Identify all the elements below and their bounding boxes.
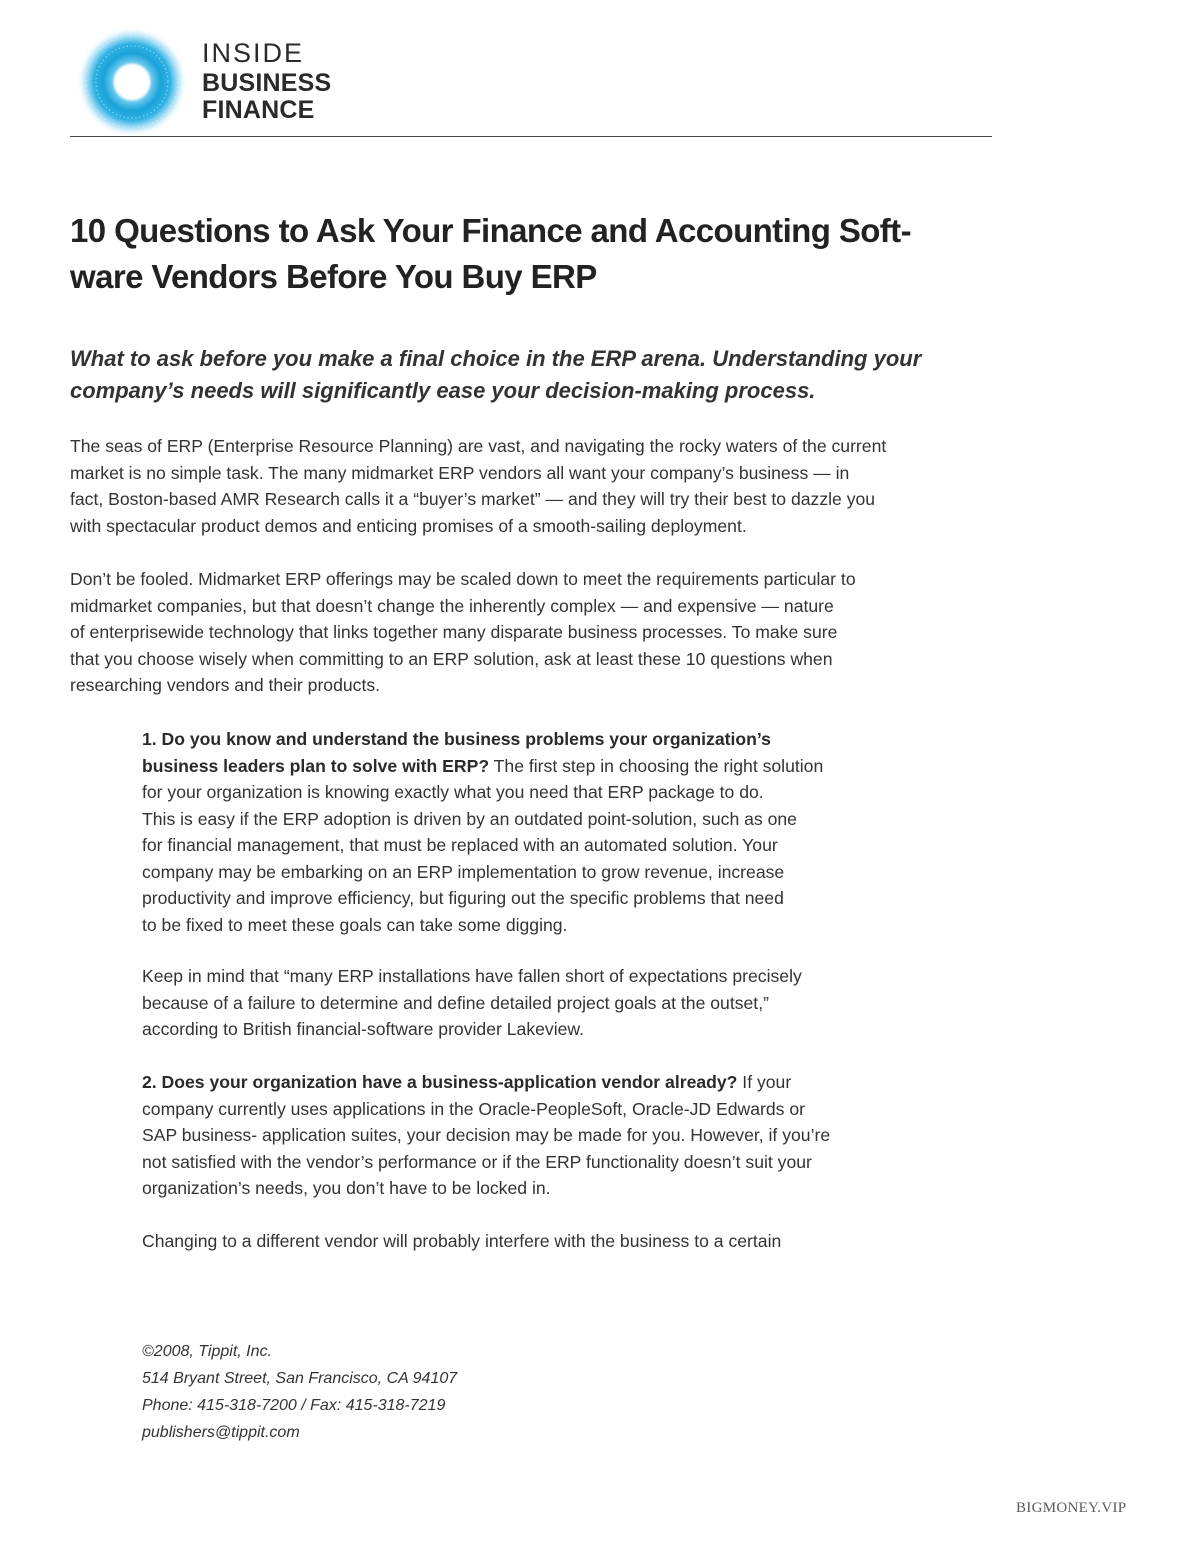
text-line: fact, Boston-based AMR Research calls it a “buyer’s market” — and they will try their best to dazzle you <box>70 489 876 509</box>
footer-phone: Phone: 415-318-7200 / Fax: 415-318-7219 <box>142 1397 446 1414</box>
footer-copyright: ©2008, Tippit, Inc. <box>142 1343 272 1360</box>
text-line: This is easy if the ERP adoption is driven by an outdated point-solution, such as one <box>142 808 797 829</box>
page-subtitle <box>70 343 1000 407</box>
text-line <box>142 753 823 780</box>
text-line: for your organization is knowing exactly what you need that ERP package to do. <box>142 782 764 802</box>
subtitle-line-2: company’s needs will significantly ease your decision-making process. <box>70 378 816 403</box>
question-2 <box>142 1069 830 1202</box>
text-line: of enterprisewide technology that links together many disparate business processes. To make sure <box>70 622 838 642</box>
intro-paragraph-2 <box>70 566 856 699</box>
question-1 <box>142 726 823 938</box>
footer-email: publishers@tippit.com <box>142 1424 300 1441</box>
footer-address: 514 Bryant Street, San Francisco, CA 94107 <box>142 1370 458 1387</box>
subtitle-line-1: What to ask before you make a final choice in the ERP arena. Understanding your <box>70 346 922 371</box>
header-divider <box>70 136 992 137</box>
text-line: because of a failure to determine and define detailed project goals at the outset,” <box>142 992 769 1013</box>
brand-logo-icon <box>76 26 188 138</box>
publisher-footer <box>142 1338 457 1446</box>
text-line: with spectacular product demos and enticing promises of a smooth-sailing deployment. <box>70 515 747 536</box>
text-fragment: If your <box>737 1072 792 1092</box>
text-line: organization’s needs, you don’t have to be locked in. <box>142 1178 551 1198</box>
watermark: BIGMONEY.VIP <box>1016 1500 1127 1516</box>
brand-line-inside: INSIDE <box>202 38 305 68</box>
brand-line-finance: FINANCE <box>202 96 315 124</box>
question-1-heading-end: business leaders plan to solve with ERP? <box>142 755 490 776</box>
title-line-2: ware Vendors Before You Buy ERP <box>70 258 597 295</box>
brand-wordmark <box>202 40 331 125</box>
text-line: company may be embarking on an ERP implementation to grow revenue, increase <box>142 861 785 882</box>
text-line: according to British financial-software provider Lakeview. <box>142 1019 585 1039</box>
text-line: SAP business- application suites, your decision may be made for you. However, if you’re <box>142 1125 831 1145</box>
brand-line-business: BUSINESS <box>202 69 332 97</box>
logo-ring-graphic <box>76 26 188 138</box>
question-2-heading: 2. Does your organization have a business-application vendor already? <box>142 1072 738 1092</box>
text-line <box>142 1069 830 1096</box>
title-line-1: 10 Questions to Ask Your Finance and Accounting Soft- <box>70 212 911 249</box>
page-title <box>70 208 970 300</box>
question-2-followup <box>142 1228 781 1255</box>
text-line: for financial management, that must be replaced with an automated solution. Your <box>142 835 778 855</box>
text-fragment: The first step in choosing the right solution <box>489 755 824 776</box>
text-line: Keep in mind that “many ERP installations have fallen short of expectations precisely <box>142 966 802 986</box>
text-line: not satisfied with the vendor’s performance or if the ERP functionality doesn’t suit your <box>142 1151 812 1172</box>
text-line: to be fixed to meet these goals can take some digging. <box>142 914 568 935</box>
text-line: researching vendors and their products. <box>70 675 381 695</box>
text-line: company currently uses applications in the Oracle-PeopleSoft, Oracle-JD Edwards or <box>142 1098 805 1119</box>
text-line: that you choose wisely when committing to an ERP solution, ask at least these 10 questions when <box>70 648 833 669</box>
text-line: market is no simple task. The many midmarket ERP vendors all want your company’s business — in <box>70 462 850 483</box>
question-1-heading: 1. Do you know and understand the business problems your organization’s <box>142 729 771 749</box>
question-1-followup <box>142 963 802 1043</box>
text-line: The seas of ERP (Enterprise Resource Planning) are vast, and navigating the rocky waters of the current <box>70 436 887 456</box>
text-line: midmarket companies, but that doesn’t change the inherently complex — and expensive — nature <box>70 595 834 616</box>
text-line: Don’t be fooled. Midmarket ERP offerings may be scaled down to meet the requirements particular to <box>70 569 856 589</box>
intro-paragraph-1 <box>70 433 886 539</box>
text-line: productivity and improve efficiency, but figuring out the specific problems that need <box>142 888 784 908</box>
text-line: Changing to a different vendor will probably interfere with the business to a certain <box>142 1231 782 1251</box>
